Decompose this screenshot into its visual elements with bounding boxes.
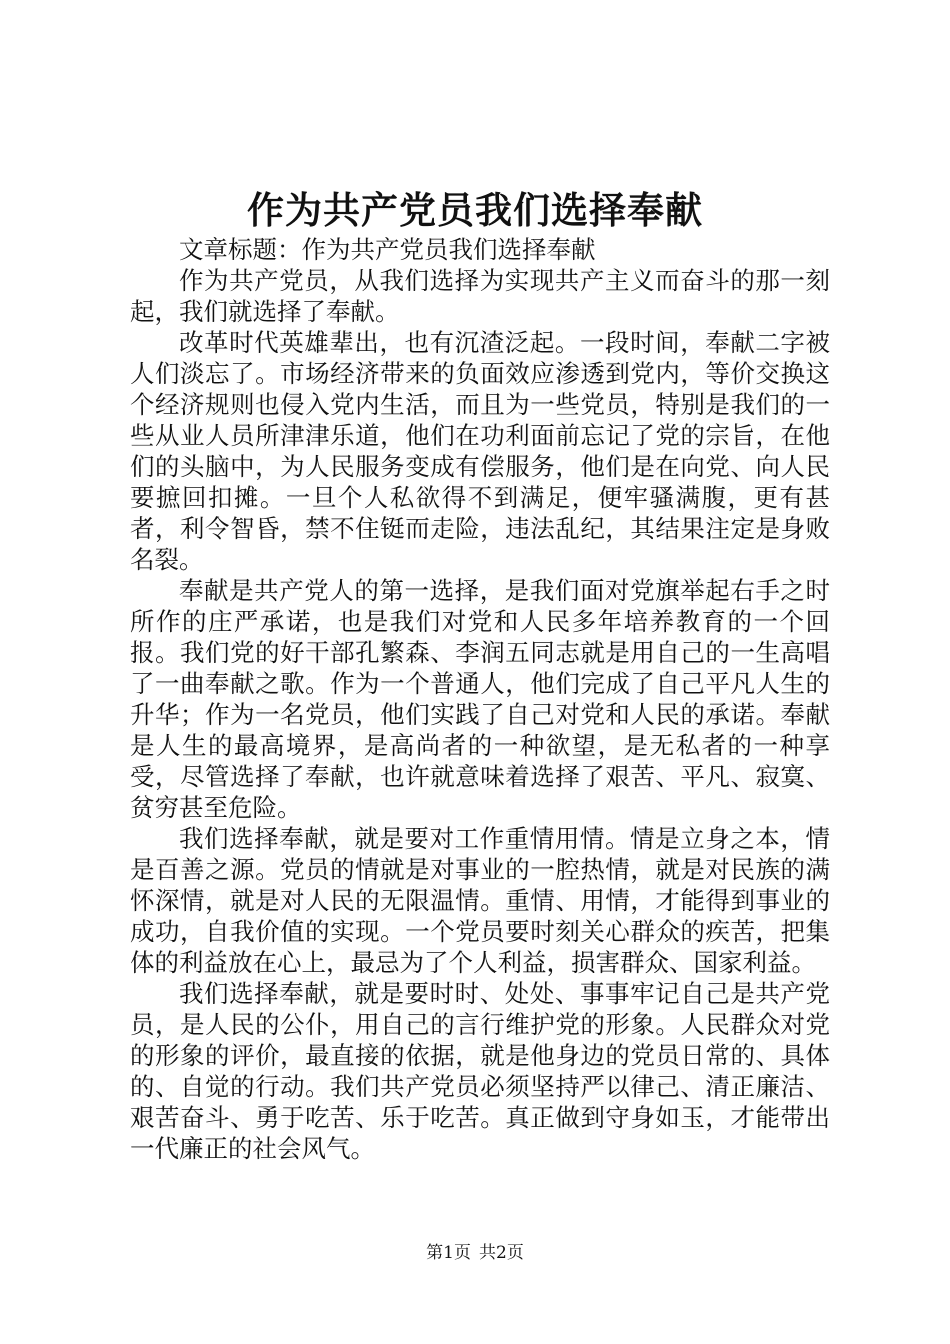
paragraph-article-heading: 文章标题：作为共产党员我们选择奉献: [179, 235, 596, 264]
paragraph: 作为共产党员，从我们选择为实现共产主义而奋斗的那一刻起，我们就选择了奉献。: [130, 266, 830, 326]
paragraph: 奉献是共产党人的第一选择，是我们面对党旗举起右手之时所作的庄严承诺，也是我们对党和人民多年培养教育的一个回报。我们党的好干部孔繁森、李润五同志就是用自己的一生高唱了一曲奉献之歌。作为一个普通人，他们完成了自己平凡人生的升华；作为一名党员，他们实践了自己对党和人民的承诺。奉献是人生的最高境界，是高尚者的一种欲望，是无私者的一种享受，尽管选择了奉献，也许就意味着选择了艰苦、平凡、寂寞、贫穷甚至危险。: [130, 576, 830, 822]
page-number-total: 共2页: [479, 1243, 524, 1263]
document-title: 作为共产党员我们选择奉献: [247, 188, 703, 232]
document-body: [130, 234, 830, 1164]
page-number-current: 第1页: [426, 1243, 471, 1263]
page-footer: [0, 1240, 950, 1266]
paragraph: 改革时代英雄辈出，也有沉渣泛起。一段时间，奉献二字被人们淡忘了。市场经济带来的负面效应渗透到党内，等价交换这个经济规则也侵入党内生活，而且为一些党员，特别是我们的一些从业人员所津津乐道，他们在功利面前忘记了党的宗旨，在他们的头脑中，为人民服务变成有偿服务，他们是在向党、向人民要摭回扣摊。一旦个人私欲得不到满足，便牢骚满腹，更有甚者，利令智昏，禁不住铤而走险，违法乱纪，其结果注定是身败名裂。: [130, 328, 830, 574]
paragraph: 我们选择奉献，就是要时时、处处、事事牢记自己是共产党员，是人民的公仆，用自己的言行维护党的形象。人民群众对党的形象的评价，最直接的依据，就是他身边的党员日常的、具体的、自觉的行动。我们共产党员必须坚持严以律己、清正廉洁、艰苦奋斗、勇于吃苦、乐于吃苦。真正做到守身如玉，才能带出一代廉正的社会风气。: [130, 979, 830, 1163]
paragraph: 我们选择奉献，就是要对工作重情用情。情是立身之本，情是百善之源。党员的情就是对事业的一腔热情，就是对民族的满怀深情，就是对人民的无限温情。重情、用情，才能得到事业的成功，自我价值的实现。一个党员要时刻关心群众的疾苦，把集体的利益放在心上，最忌为了个人利益，损害群众、国家利益。: [130, 824, 830, 977]
